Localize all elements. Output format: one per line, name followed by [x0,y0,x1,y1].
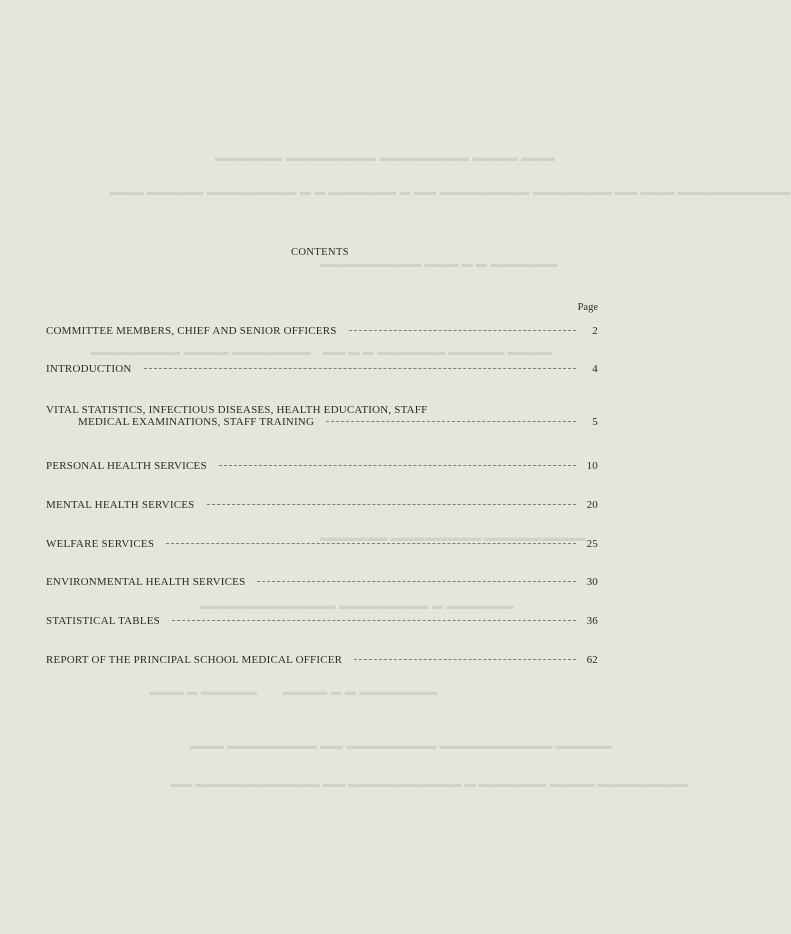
show-through-text: ▬▬▬▬▬▬▬▬▬▬▬▬ ▬▬▬▬▬▬▬▬ ▬ ▬▬▬▬▬▬ [200,600,515,612]
dot-leader [349,330,576,331]
toc-entry-title: INTRODUCTION [46,363,132,375]
show-through-text: ▬▬▬ ▬▬▬▬▬▬▬▬ ▬▬ ▬▬▬▬▬▬▬▬ ▬▬▬▬▬▬▬▬▬▬ ▬▬▬▬▬ [190,740,613,752]
toc-entry [46,499,598,511]
toc-entry-title: PERSONAL HEALTH SERVICES [46,460,207,472]
toc-entry-page: 5 [592,416,598,428]
toc-entry-page: 36 [586,615,598,627]
toc-entry-page: 4 [592,363,598,375]
dot-leader [354,659,576,660]
toc-entry [46,615,598,627]
toc-entry-page: 30 [586,576,598,588]
toc-entry-title: WELFARE SERVICES [46,538,155,550]
toc-entry-page: 2 [592,325,598,337]
dot-leader [257,581,576,582]
toc-entry-page: 20 [586,499,598,511]
show-through-text: ▬▬▬▬▬▬▬▬▬ ▬▬▬ ▬ ▬ ▬▬▬▬▬▬ [320,258,559,270]
toc-entry [46,404,598,428]
show-through-text: ▬▬▬▬▬▬▬▬ ▬▬▬▬ ▬▬▬▬▬▬▬ ▬▬ ▬ ▬ ▬▬▬▬▬▬ ▬▬▬▬▬ ▬▬▬▬ [90,346,553,358]
dot-leader [172,620,576,621]
show-through-text: ▬▬▬ ▬▬▬▬▬ ▬▬▬▬▬▬▬▬ ▬ ▬ ▬▬▬▬▬▬ ▬ ▬▬ ▬▬▬▬▬▬▬▬ ▬▬▬▬▬▬▬ ▬▬ ▬▬▬ ▬▬▬▬▬▬▬▬▬▬ [110,186,791,198]
toc-entry-title: ENVIRONMENTAL HEALTH SERVICES [46,576,246,588]
show-through-text: ▬▬▬▬▬▬ ▬▬▬▬▬▬▬▬ ▬▬▬▬▬▬▬▬▬ [320,532,586,544]
show-through-text: ▬▬▬ ▬ ▬▬▬▬▬ ▬▬▬▬ ▬ ▬ ▬▬▬▬▬▬▬ [150,686,439,698]
toc-entry [46,654,598,666]
page-column-heading: Page [577,302,598,313]
toc-entry-title: MENTAL HEALTH SERVICES [46,499,195,511]
toc-entry-title: COMMITTEE MEMBERS, CHIEF AND SENIOR OFFICERS [46,325,337,337]
dot-leader [219,465,576,466]
toc-entry [46,538,598,550]
toc-entry [46,576,598,588]
toc-entry [46,460,598,472]
toc-entry-title: REPORT OF THE PRINCIPAL SCHOOL MEDICAL OFFICER [46,654,343,666]
show-through-text: ▬▬▬▬▬▬ ▬▬▬▬▬▬▬▬ ▬▬▬▬▬▬▬▬ ▬▬▬▬ ▬▬▬ [215,152,555,164]
toc-entry [46,325,598,337]
toc-entry-title: VITAL STATISTICS, INFECTIOUS DISEASES, HEALTH EDUCATION, STAFF [46,404,428,416]
toc-entry-page: 10 [586,460,598,472]
contents-title: CONTENTS [290,247,350,258]
dot-leader [326,421,576,422]
dot-leader [144,368,576,369]
toc-entry-page: 25 [586,538,598,550]
toc-entry-page: 62 [586,654,598,666]
toc-entry-title-continued: MEDICAL EXAMINATIONS, STAFF TRAINING [78,416,315,428]
show-through-text: ▬▬ ▬▬▬▬▬▬▬▬▬▬▬ ▬▬ ▬▬▬▬▬▬▬▬▬▬ ▬ ▬▬▬▬▬▬ ▬▬▬▬ ▬▬▬▬▬▬▬▬ [170,778,689,790]
dot-leader [166,543,576,544]
dot-leader [207,504,577,505]
toc-entry-title: STATISTICAL TABLES [46,615,160,627]
toc-entry [46,363,598,375]
